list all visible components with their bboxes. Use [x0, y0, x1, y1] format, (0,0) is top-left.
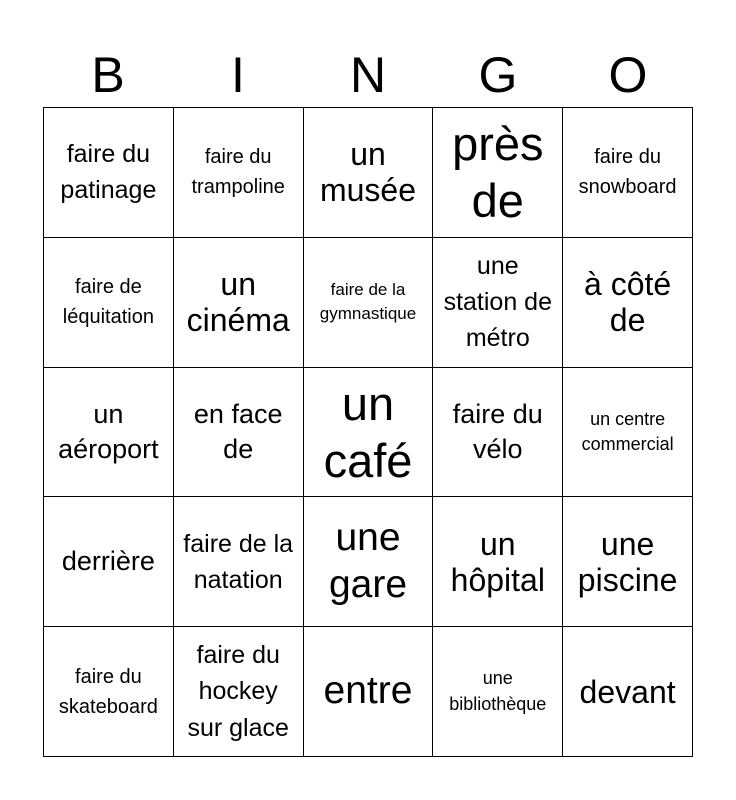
- cell-text: faire du patinage: [60, 140, 157, 205]
- bingo-cell[interactable]: [304, 368, 434, 498]
- bingo-cell[interactable]: [174, 108, 304, 238]
- bingo-cell[interactable]: [174, 238, 304, 368]
- bingo-cell[interactable]: [433, 497, 563, 627]
- cell-text: un café: [323, 376, 413, 487]
- cell-text: un centre commercial: [581, 408, 674, 454]
- bingo-board: [43, 107, 693, 757]
- cell-text: derrière: [61, 546, 155, 577]
- header-letter-g: G: [478, 47, 518, 103]
- bingo-cell[interactable]: [44, 368, 174, 498]
- cell-text: à côté de: [584, 266, 672, 339]
- bingo-cell[interactable]: [433, 238, 563, 368]
- cell-text: une gare: [328, 515, 408, 606]
- cell-text: un cinéma: [186, 266, 290, 339]
- cell-text: une piscine: [577, 525, 678, 598]
- bingo-cell[interactable]: [304, 497, 434, 627]
- cell-text: faire du skateboard: [58, 665, 158, 718]
- bingo-cell[interactable]: [304, 627, 434, 757]
- cell-text: faire du snowboard: [578, 146, 677, 199]
- cell-text: faire du vélo: [452, 398, 543, 464]
- header-letter-n: N: [349, 47, 387, 103]
- header-letter-i: I: [231, 47, 245, 103]
- bingo-cell[interactable]: [563, 238, 693, 368]
- cell-text: faire de la gymnastique: [319, 279, 417, 324]
- cell-text: un musée: [319, 136, 417, 209]
- bingo-header: [43, 42, 693, 108]
- cell-text: faire de la natation: [183, 529, 294, 594]
- bingo-cell[interactable]: [44, 108, 174, 238]
- cell-text: faire du hockey sur glace: [187, 641, 289, 742]
- bingo-cell[interactable]: [433, 627, 563, 757]
- cell-text: près de: [452, 117, 544, 228]
- bingo-cell[interactable]: [563, 627, 693, 757]
- cell-text: un hôpital: [450, 525, 545, 598]
- cell-text: en face de: [193, 398, 283, 464]
- bingo-cell[interactable]: [563, 108, 693, 238]
- bingo-cell[interactable]: [563, 497, 693, 627]
- bingo-cell[interactable]: [433, 108, 563, 238]
- bingo-cell[interactable]: [433, 368, 563, 498]
- bingo-cell[interactable]: [44, 238, 174, 368]
- cell-text: faire de léquitation: [62, 276, 154, 329]
- bingo-cell[interactable]: [44, 627, 174, 757]
- bingo-cell[interactable]: [44, 497, 174, 627]
- cell-text: une bibliothèque: [449, 668, 547, 714]
- bingo-cell[interactable]: [174, 627, 304, 757]
- cell-text: faire du trampoline: [191, 146, 285, 199]
- header-letter-o: O: [608, 47, 648, 103]
- header-letter-b: B: [91, 47, 125, 103]
- bingo-cell[interactable]: [174, 497, 304, 627]
- cell-text: une station de métro: [443, 251, 552, 353]
- bingo-cell[interactable]: [304, 238, 434, 368]
- cell-text: un aéroport: [58, 398, 159, 464]
- bingo-cell[interactable]: [304, 108, 434, 238]
- bingo-cell[interactable]: [174, 368, 304, 498]
- cell-text: entre: [323, 669, 413, 713]
- cell-text: devant: [579, 673, 676, 710]
- bingo-cell[interactable]: [563, 368, 693, 498]
